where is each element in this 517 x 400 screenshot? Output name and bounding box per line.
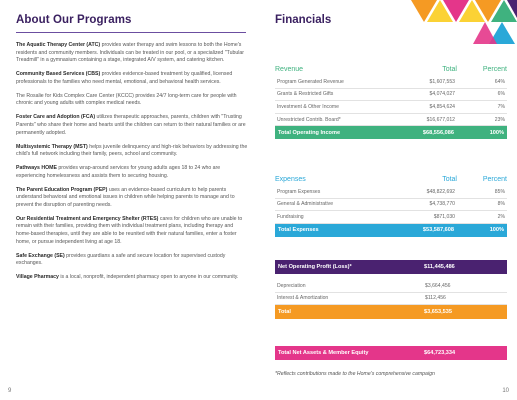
net-operating-row (275, 260, 507, 274)
table-row (275, 186, 507, 199)
right-page (258, 0, 517, 400)
row-percent: 7% (497, 103, 505, 110)
revenue-table (275, 62, 507, 139)
row-label: Interest & Amortization (277, 295, 329, 302)
row-total: $871,030 (433, 213, 455, 220)
program-name: Community Based Services (CBS) (16, 71, 101, 78)
table-row (275, 101, 507, 114)
program-description: provides evidence-based treatment by qualified, licensed professionals to the families who need mental, emotional, and behavioral health services. (16, 71, 233, 85)
row-label: Unrestricted Contrib. Board* (277, 116, 341, 123)
row-total: $16,677,012 (426, 116, 455, 123)
revenue-header-row (275, 62, 507, 76)
program-paragraph (16, 71, 248, 86)
page-number-right: 10 (502, 388, 509, 394)
program-name: The Parent Education Program (PEP) (16, 186, 108, 193)
row-percent: 2% (497, 213, 505, 220)
row-total: $4,738,770 (429, 201, 455, 208)
row-label: Program Expenses (277, 188, 321, 195)
row-total: $4,854,624 (429, 103, 455, 110)
programs-list (16, 42, 248, 288)
footnote: *Reflects contributions made to the Home's comprehensive campaign (275, 371, 435, 377)
page-title-financials: Financials (275, 14, 332, 26)
depreciation-total-label: Total (278, 309, 291, 316)
program-name: The Aquatic Therapy Center (ATC) (16, 42, 101, 48)
program-description: provides wrap-around services for young adults ages 18 to 24 who are experiencing homelessness and assists them to securing housing. (16, 165, 221, 179)
revenue-percent-header: Percent (482, 65, 507, 73)
table-row (275, 211, 507, 224)
expenses-header-row (275, 172, 507, 186)
program-description: cares for children who are unable to remain with their families, providing them with individual treatment plans, including therapy and home-based therapies, until they are able to be reunited with their natural families, enter a foster home, or pursue independent living at age 18. (16, 215, 243, 245)
depreciation-total-value: $3,653,535 (424, 309, 452, 316)
expenses-total-label: Total Expenses (278, 227, 319, 234)
program-paragraph (16, 42, 248, 65)
expenses-percent-header: Percent (482, 175, 507, 183)
revenue-total-value: $68,556,086 (422, 129, 454, 136)
row-total: $1,607,553 (429, 78, 455, 85)
table-row (275, 76, 507, 89)
row-percent: 6% (497, 91, 505, 98)
revenue-total-percent: 100% (489, 129, 504, 136)
expenses-total-value: $53,587,608 (422, 227, 454, 234)
program-name: Foster Care and Adoption (FCA) (16, 114, 96, 121)
title-divider (16, 32, 246, 33)
program-paragraph (16, 274, 248, 282)
row-total: $112,456 (425, 295, 446, 302)
revenue-total-header: Total (442, 65, 457, 73)
program-paragraph (16, 165, 248, 180)
row-percent: 8% (497, 201, 505, 208)
expenses-total-header: Total (442, 175, 457, 183)
row-total: $4,074,027 (429, 91, 455, 98)
program-description: provides water therapy and swim lessons to both the Home's residents and community members. Individuals can be treated in our pool, or a specialized "Tubular Treadmill" in a gymnasium containing a stage, integrated A/V system, and catering kitchen. (16, 42, 244, 64)
program-paragraph (16, 114, 248, 137)
net-operating-value: $11,445,486 (424, 264, 455, 270)
program-name: Multisystemic Therapy (MST) (16, 143, 88, 150)
table-row (275, 89, 507, 102)
program-description: uses an evidence-based curriculum to help parents understand behavioral and emotional issues in children while helping parents to manage and to prevent the disruption of parenting needs. (16, 186, 235, 208)
row-label: Fundraising (277, 213, 304, 220)
expenses-header: Expenses (275, 175, 306, 183)
page-title-programs: About Our Programs (16, 14, 132, 26)
program-description: is a local, nonprofit, independent pharmacy open to anyone in our community. (58, 274, 239, 281)
row-total: $3,664,456 (425, 282, 451, 289)
row-total: $48,822,692 (426, 188, 455, 195)
net-assets-block (275, 346, 507, 360)
row-percent: 23% (494, 116, 505, 123)
row-label: General & Administrative (277, 201, 334, 208)
program-name: Pathways HOME (16, 165, 57, 172)
program-description: The Rosalie for Kids Complex Care Center (KCCC) provides 24/7 long-term care for people with chronic and young adults with complex medical needs. (16, 92, 237, 107)
program-paragraph (16, 187, 248, 210)
revenue-total-label: Total Operating Income (278, 129, 341, 136)
page-number-left: 9 (8, 388, 12, 394)
triangle-pink-2 (473, 22, 497, 44)
program-name: Safe Exchange (SE) (16, 252, 65, 259)
program-paragraph (16, 93, 248, 108)
row-label: Depreciation (277, 282, 306, 289)
program-paragraph (16, 144, 248, 159)
net-assets-row (275, 346, 507, 360)
row-percent: 85% (494, 188, 505, 195)
row-label: Grants & Restricted Gifts (277, 91, 334, 98)
table-row (275, 280, 507, 293)
decorative-triangles (367, 0, 517, 44)
row-percent: 64% (494, 78, 505, 85)
program-paragraph (16, 216, 248, 246)
program-paragraph (16, 253, 248, 268)
program-description: utilizes therapeutic approaches, parents, children with "Trusting Parents" who share their home and hearts until the children can return to their natural families or are permanently adopted. (16, 114, 246, 136)
program-description: helps juvenile delinquency and high-risk behaviors by addressing the child's full network including their family, peers, school and community. (16, 143, 248, 158)
table-row (275, 199, 507, 212)
expenses-total-row (275, 224, 507, 237)
program-description: provides guardians a safe and secure location for supervised custody exchanges. (16, 252, 226, 267)
row-label: Investment & Other Income (277, 103, 340, 110)
expenses-table (275, 172, 507, 237)
program-name: Our Residential Treatment and Emergency Shelter (RTES) (16, 215, 159, 222)
net-operating-block (275, 260, 507, 274)
program-name: Village Pharmacy (16, 274, 59, 281)
expenses-total-percent: 100% (489, 227, 504, 234)
net-assets-value: $64,723,334 (424, 350, 456, 356)
net-operating-label: Net Operating Profit (Loss)* (278, 264, 352, 270)
revenue-header: Revenue (275, 65, 304, 73)
revenue-total-row (275, 126, 507, 139)
net-assets-label: Total Net Assets & Member Equity (278, 350, 369, 356)
table-row (275, 114, 507, 127)
table-row (275, 293, 507, 306)
depreciation-total-row (275, 305, 507, 319)
row-label: Program Generated Revenue (277, 78, 344, 85)
depreciation-table (275, 280, 507, 319)
left-page (0, 0, 258, 400)
